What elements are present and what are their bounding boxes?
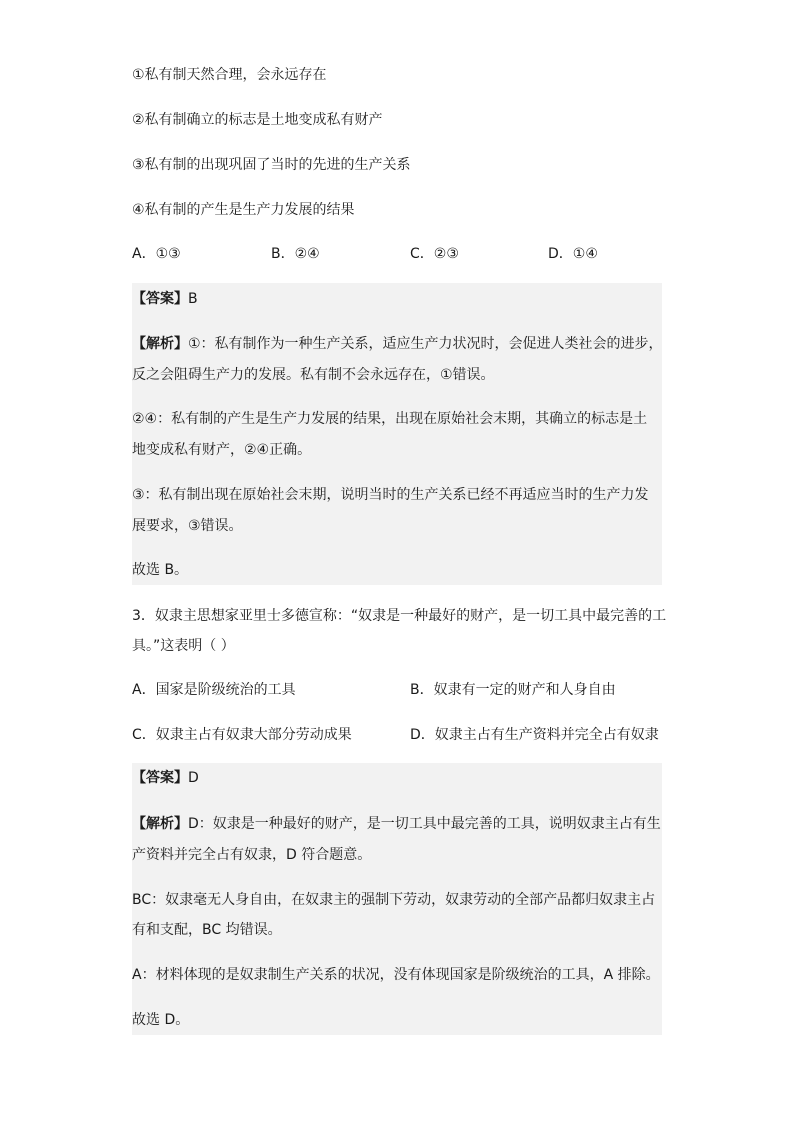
q2-answer-label: 【答案】	[132, 291, 188, 307]
q2-option-a: A．①③	[132, 246, 181, 262]
q3-analysis-line-3: BC：奴隶毫无人身自由，在奴隶主的强制下劳动，奴隶劳动的全部产品都归奴隶主占	[132, 892, 656, 908]
q2-option-c: C．②③	[410, 246, 459, 262]
q3-analysis-line-4: 有和支配，BC 均错误。	[132, 922, 282, 938]
q3-analysis-line-1: 【解析】D：奴隶是一种最好的财产，是一切工具中最完善的工具，说明奴隶主占有生	[132, 816, 661, 832]
q3-answer-label: 【答案】	[132, 770, 188, 786]
q2-option-d: D．①④	[548, 246, 598, 262]
q3-stem-line-1: 3．奴隶主思想家亚里士多德宣称：“奴隶是一种最好的财产，是一切工具中最完善的工	[132, 608, 667, 624]
q3-analysis-label: 【解析】	[132, 816, 188, 832]
q3-option-d: D．奴隶主占有生产资料并完全占有奴隶	[410, 727, 659, 743]
q2-analysis-line-3: ②④：私有制的产生是生产力发展的结果，出现在原始社会末期，其确立的标志是土	[132, 411, 648, 427]
q2-analysis-line-1: 【解析】①：私有制作为一种生产关系，适应生产力状况时，会促进人类社会的进步，	[132, 336, 663, 352]
q2-answer	[132, 289, 198, 309]
q2-answer-value: B	[188, 291, 198, 307]
q3-option-c: C．奴隶主占有奴隶大部分劳动成果	[132, 727, 352, 743]
q3-analysis-line-2: 产资料并完全占有奴隶，D 符合题意。	[132, 847, 372, 863]
q2-analysis-line-5: ③：私有制出现在原始社会末期，说明当时的生产关系已经不再适应当时的生产力发	[132, 487, 649, 503]
q3-answer	[132, 768, 199, 788]
q3-analysis-line-5: A：材料体现的是奴隶制生产关系的状况，没有体现国家是阶级统治的工具，A 排除。	[132, 967, 660, 983]
q2-answer-block	[132, 283, 662, 585]
statement-4: ④私有制的产生是生产力发展的结果	[132, 202, 355, 218]
q2-analysis-line-2: 反之会阻碍生产力的发展。私有制不会永远存在，①错误。	[132, 367, 495, 383]
q2-analysis-line-6: 展要求，③错误。	[132, 518, 243, 534]
q3-conclusion: 故选 D。	[132, 1012, 190, 1028]
statement-2: ②私有制确立的标志是土地变成私有财产	[132, 112, 383, 128]
q2-analysis-line-4: 地变成私有财产，②④正确。	[132, 442, 312, 458]
q2-option-b: B．②④	[271, 246, 320, 262]
q3-stem-line-2: 具。”这表明（ ）	[132, 638, 235, 654]
statement-3: ③私有制的出现巩固了当时的先进的生产关系	[132, 157, 411, 173]
q3-option-b: B．奴隶有一定的财产和人身自由	[410, 682, 616, 698]
q2-conclusion: 故选 B。	[132, 562, 189, 578]
q3-option-a: A．国家是阶级统治的工具	[132, 682, 296, 698]
q2-analysis-label: 【解析】	[132, 336, 188, 352]
q3-answer-value: D	[188, 770, 199, 786]
statement-1: ①私有制天然合理，会永远存在	[132, 67, 327, 83]
